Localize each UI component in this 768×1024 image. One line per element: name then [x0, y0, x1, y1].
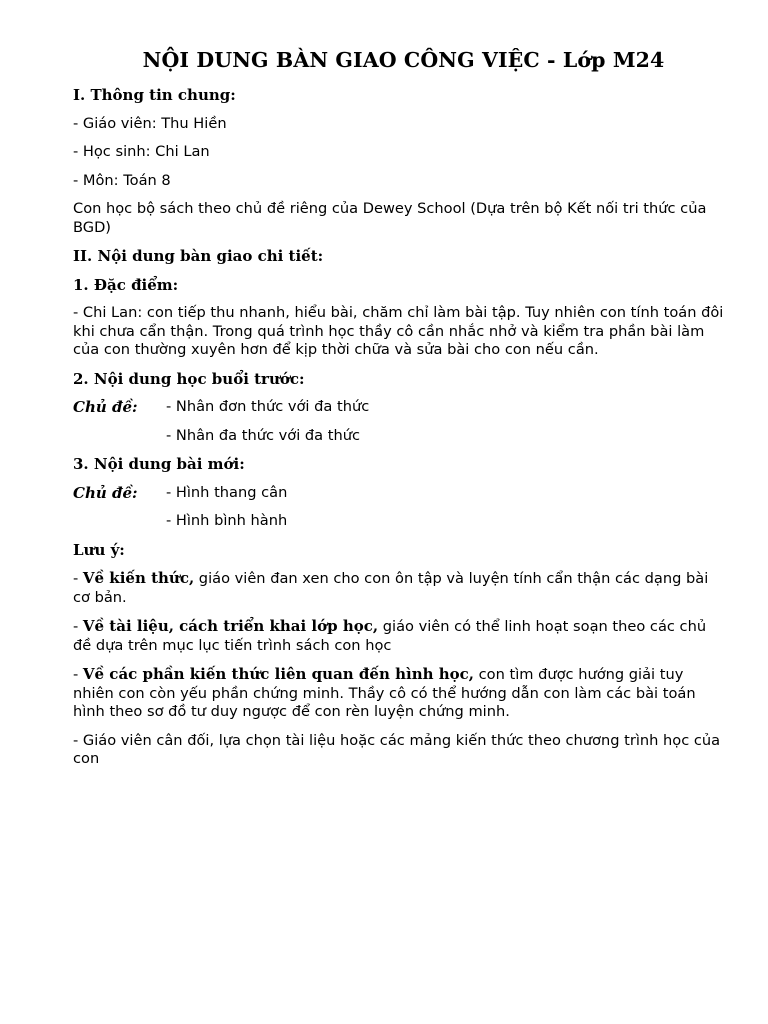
note-prefix: -: [73, 570, 83, 587]
previous-topic-row: [73, 398, 724, 417]
note-text: giáo viên có thể linh hoạt soạn theo các chủ đề dựa trên mục lục tiến trình sách con học: [73, 618, 707, 654]
previous-topic-row: [73, 427, 724, 446]
subject-line: - Môn: Toán 8: [73, 171, 171, 189]
previous-topic-item: - Nhân đa thức với đa thức: [166, 426, 360, 444]
note-balance: [73, 732, 724, 769]
note-knowledge: [73, 569, 724, 607]
new-lesson-heading: 3. Nội dung bài mới:: [73, 455, 245, 473]
notes-heading: Lưu ý:: [73, 540, 125, 559]
student-line: - Học sinh: Chi Lan: [73, 143, 210, 160]
previous-lesson-heading: 2. Nội dung học buổi trước:: [73, 369, 305, 388]
new-topic-row: [73, 512, 724, 531]
new-topic-label: Chủ đề:: [73, 483, 138, 502]
previous-topic-label: Chủ đề:: [73, 398, 138, 416]
document-title: NỘI DUNG BÀN GIAO CÔNG VIỆC - Lớp M24: [142, 48, 665, 72]
note-bold: Về kiến thức,: [82, 569, 195, 587]
traits-heading: 1. Đặc điểm:: [73, 275, 179, 294]
textbook-note: Con học bộ sách theo chủ đề riêng của Dewey School (Dựa trên bộ Kết nối tri thức của BGD): [73, 200, 707, 236]
note-bold: Về tài liệu, cách triển khai lớp học,: [82, 617, 379, 635]
previous-topic-item: - Nhân đơn thức với đa thức: [166, 398, 370, 415]
topic-label-spacer: [73, 512, 166, 531]
traits-text: - Chi Lan: con tiếp thu nhanh, hiểu bài, chăm chỉ làm bài tập. Tuy nhiên con tính toán đôi khi chưa cẩn thận. Trong quá trình học thầy cô cần nhắc nhở và kiểm tra phần bài làm của con thường xuyên hơn để kịp thời chữa và sửa bài cho con nếu cần.: [73, 304, 724, 358]
note-text: giáo viên đan xen cho con ôn tập và luyện tính cẩn thận các dạng bài cơ bản.: [73, 570, 709, 606]
new-topic-item: - Hình thang cân: [166, 483, 288, 501]
note-text: - Giáo viên cân đối, lựa chọn tài liệu hoặc các mảng kiến thức theo chương trình học của con: [73, 731, 721, 767]
section-detail-heading: II. Nội dung bàn giao chi tiết:: [73, 247, 324, 265]
note-materials: [73, 617, 724, 655]
topic-label-spacer: [73, 427, 166, 446]
section-general-heading: I. Thông tin chung:: [73, 86, 236, 104]
note-prefix: -: [73, 666, 83, 683]
new-topic-item: - Hình bình hành: [166, 512, 288, 529]
note-text: con tìm được hướng giải tuy nhiên con còn yếu phần chứng minh. Thầy cô có thể hướng dẫn con làm các bài toán hình theo sơ đồ tư duy ngược để con rèn luyện chứng minh.: [73, 666, 696, 720]
note-prefix: -: [73, 618, 83, 635]
new-topic-row: [73, 484, 724, 503]
teacher-line: - Giáo viên: Thu Hiền: [73, 114, 227, 132]
note-geometry: [73, 665, 724, 722]
note-bold: Về các phần kiến thức liên quan đến hình học,: [82, 665, 474, 683]
